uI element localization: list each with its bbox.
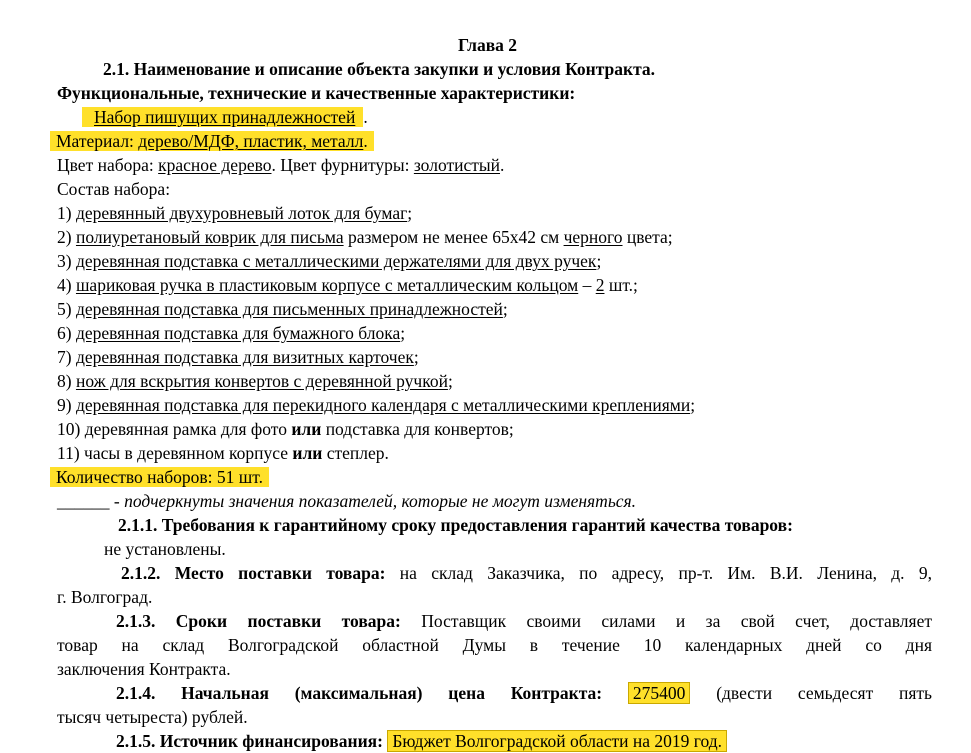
- quantity: Количество наборов: 51 шт.: [50, 467, 269, 487]
- list-item: 1) деревянный двухуровневый лоток для бумаг;: [57, 203, 413, 223]
- material-line: Материал: дерево/МДФ, пластик, металл.: [50, 129, 374, 153]
- s214-line2: тысяч четыреста) рублей.: [57, 707, 248, 727]
- chapter-heading: Глава 2: [458, 35, 518, 55]
- list-item-text: деревянная подставка с металлическими держателями для двух ручек: [75, 251, 597, 271]
- fittings-label: . Цвет фурнитуры:: [271, 155, 414, 175]
- color-label: Цвет набора:: [57, 155, 159, 175]
- section-title: 2.1. Наименование и описание объекта закупки и условия Контракта.: [103, 59, 656, 79]
- s215-title: 2.1.5. Источник финансирования:: [116, 731, 383, 751]
- s212-title: 2.1.2. Место поставки товара:: [121, 563, 386, 583]
- list-item: 11) часы в деревянном корпусе или степлер.: [57, 443, 389, 463]
- material-label: Материал:: [56, 131, 139, 151]
- set-name: Набор пишущих принадлежностей: [82, 107, 363, 127]
- s211-value: не установлены.: [104, 539, 226, 559]
- quantity-line: [50, 465, 269, 489]
- list-item-text: деревянная подставка для перекидного календаря с металлическими креплениями: [75, 395, 691, 415]
- price-value: 275400: [628, 682, 691, 704]
- s214-title: 2.1.4. Начальная (максимальная) цена Контракта:: [116, 683, 603, 703]
- list-item: 5) деревянная подставка для письменных принадлежностей;: [57, 299, 508, 319]
- set-name-line: Набор пишущих принадлежностей .: [82, 105, 368, 129]
- funding-source: Бюджет Волгоградской области на 2019 год.: [387, 730, 727, 752]
- composition-label: Состав набора:: [57, 179, 171, 199]
- list-item-text: шариковая ручка в пластиковым корпусе с металлическим кольцом: [75, 275, 579, 295]
- list-item: 9) деревянная подставка для перекидного календаря с металлическими креплениями;: [57, 395, 696, 415]
- note-underline: ______: [57, 491, 110, 511]
- note-text: - подчеркнуты значения показателей, которые не могут изменяться.: [109, 491, 637, 511]
- list-item-text: деревянная подставка для визитных карточек: [75, 347, 414, 367]
- color-line: Цвет набора: красное дерево. Цвет фурнитуры: золотистый.: [57, 155, 505, 175]
- list-item: 7) деревянная подставка для визитных карточек;: [57, 347, 419, 367]
- s213-title: 2.1.3. Сроки поставки товара:: [116, 611, 401, 631]
- s211-title: 2.1.1. Требования к гарантийному сроку предоставления гарантий качества товаров:: [118, 515, 793, 535]
- underline-note: [57, 489, 636, 513]
- list-item-text: деревянная подставка для письменных принадлежностей: [75, 299, 503, 319]
- list-item: 4) шариковая ручка в пластиковым корпусе с металлическим кольцом – 2 шт.;: [57, 275, 638, 295]
- list-item-text: деревянная подставка для бумажного блока: [75, 323, 401, 343]
- characteristics-title: Функциональные, технические и качественные характеристики:: [57, 83, 576, 103]
- list-item: 10) деревянная рамка для фото или подставка для конвертов;: [57, 419, 514, 439]
- list-item: 6) деревянная подставка для бумажного блока;: [57, 323, 406, 343]
- fittings-value: золотистый: [413, 155, 501, 175]
- s212-line1: 2.1.2. Место поставки товара: на склад Заказчика, по адресу, пр-т. Им. В.И. Ленина, д. 9,: [121, 563, 932, 583]
- s212-line2: г. Волгоград.: [57, 587, 153, 607]
- list-item: 2) полиуретановый коврик для письма размером не менее 65х42 см черного цвета;: [57, 227, 673, 247]
- s213-line1: 2.1.3. Сроки поставки товара: Поставщик своими силами и за свой счет, доставляет: [116, 611, 933, 631]
- list-item-text: нож для вскрытия конвертов с деревянной ручкой: [75, 371, 448, 391]
- s213-line2: товар на склад Волгоградской областной Думы в течение 10 календарных дней со дня: [57, 635, 932, 655]
- list-item-text: полиуретановый коврик для письма: [75, 227, 344, 247]
- s213-line3: заключения Контракта.: [57, 659, 231, 679]
- color-value: красное дерево: [158, 155, 272, 175]
- material-value: дерево/МДФ, пластик, металл: [138, 131, 364, 151]
- s214-line1: 2.1.4. Начальная (максимальная) цена Контракта: 275400 (двести семьдесят пять: [116, 683, 933, 703]
- list-item-text: деревянный двухуровневый лоток для бумаг: [75, 203, 408, 223]
- list-item: 8) нож для вскрытия конвертов с деревянной ручкой;: [57, 371, 453, 391]
- list-item: 3) деревянная подставка с металлическими держателями для двух ручек;: [57, 251, 602, 271]
- s215-line: [116, 729, 727, 753]
